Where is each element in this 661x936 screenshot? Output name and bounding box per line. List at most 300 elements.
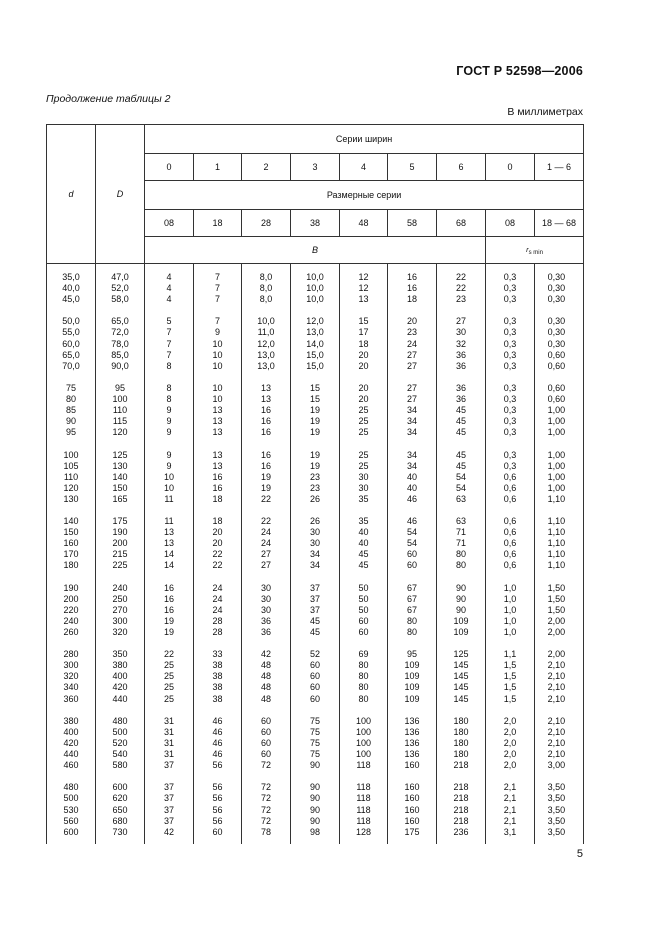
table-cell: 100 bbox=[340, 749, 388, 760]
table-cell: 2,10 bbox=[535, 694, 584, 705]
spacer-cell bbox=[291, 305, 340, 316]
spacer-cell bbox=[96, 638, 145, 649]
table-cell: 420 bbox=[47, 738, 96, 749]
table-cell: 15 bbox=[291, 383, 340, 394]
spacer-cell bbox=[388, 372, 437, 383]
table-row bbox=[47, 472, 584, 483]
table-cell: 16 bbox=[242, 427, 291, 438]
table-cell: 45,0 bbox=[47, 294, 96, 305]
spacer-cell bbox=[242, 305, 291, 316]
table-cell: 530 bbox=[47, 805, 96, 816]
table-cell: 52,0 bbox=[96, 283, 145, 294]
table-cell: 25 bbox=[340, 427, 388, 438]
table-cell: 0,3 bbox=[486, 272, 535, 283]
table-cell: 0,6 bbox=[486, 538, 535, 549]
table-row bbox=[47, 283, 584, 294]
table-cell: 1,50 bbox=[535, 605, 584, 616]
spacer-cell bbox=[486, 372, 535, 383]
table-cell: 75 bbox=[291, 749, 340, 760]
table-row bbox=[47, 605, 584, 616]
table-cell: 8 bbox=[145, 394, 194, 405]
table-cell: 10 bbox=[145, 472, 194, 483]
table-cell: 1,0 bbox=[486, 594, 535, 605]
table-cell: 56 bbox=[194, 805, 242, 816]
table-cell: 36 bbox=[242, 616, 291, 627]
spacer-cell bbox=[96, 438, 145, 449]
r-subscript: s min bbox=[528, 250, 543, 256]
table-cell: 69 bbox=[340, 649, 388, 660]
table-cell: 30 bbox=[437, 327, 486, 338]
table-cell: 90 bbox=[291, 816, 340, 827]
table-cell: 63 bbox=[437, 516, 486, 527]
table-cell: 45 bbox=[340, 560, 388, 571]
table-cell: 16 bbox=[145, 605, 194, 616]
table-cell: 1,0 bbox=[486, 605, 535, 616]
table-cell: 680 bbox=[96, 816, 145, 827]
table-cell: 730 bbox=[96, 827, 145, 838]
table-cell: 165 bbox=[96, 494, 145, 505]
table-row bbox=[47, 527, 584, 538]
table-cell: 1,00 bbox=[535, 461, 584, 472]
table-cell: 40 bbox=[340, 527, 388, 538]
table-cell: 24 bbox=[388, 339, 437, 350]
spacer-cell bbox=[291, 264, 340, 273]
table-cell: 37 bbox=[145, 760, 194, 771]
table-cell: 0,60 bbox=[535, 383, 584, 394]
table-cell: 35,0 bbox=[47, 272, 96, 283]
spacer-cell bbox=[194, 505, 242, 516]
table-row bbox=[47, 316, 584, 327]
table-cell: 19 bbox=[291, 416, 340, 427]
table-cell: 30 bbox=[340, 472, 388, 483]
table-cell: 17 bbox=[340, 327, 388, 338]
table-cell: 90 bbox=[47, 416, 96, 427]
spacer-cell bbox=[145, 505, 194, 516]
table-cell: 145 bbox=[437, 671, 486, 682]
spacer-cell bbox=[242, 638, 291, 649]
table-row bbox=[47, 416, 584, 427]
table-cell: 18 bbox=[340, 339, 388, 350]
table-cell: 37 bbox=[291, 594, 340, 605]
spacer-cell bbox=[340, 838, 388, 844]
spacer-cell bbox=[47, 572, 96, 583]
table-cell: 90 bbox=[291, 782, 340, 793]
table-cell: 0,6 bbox=[486, 560, 535, 571]
header-size-series: Размерные серии bbox=[145, 181, 584, 210]
width-series-cell-2: 2 bbox=[242, 154, 291, 181]
table-cell: 125 bbox=[96, 450, 145, 461]
table-cell: 80 bbox=[340, 671, 388, 682]
table-cell: 90 bbox=[291, 760, 340, 771]
table-cell: 100 bbox=[340, 738, 388, 749]
table-cell: 13,0 bbox=[242, 350, 291, 361]
table-cell: 19 bbox=[242, 472, 291, 483]
table-cell: 109 bbox=[388, 694, 437, 705]
table-cell: 13 bbox=[194, 416, 242, 427]
table-cell: 23 bbox=[437, 294, 486, 305]
table-cell: 3,50 bbox=[535, 816, 584, 827]
table-cell: 52 bbox=[291, 649, 340, 660]
table-cell: 12,0 bbox=[291, 316, 340, 327]
table-cell: 14,0 bbox=[291, 339, 340, 350]
table-cell: 8 bbox=[145, 383, 194, 394]
table-cell: 15,0 bbox=[291, 350, 340, 361]
table-cell: 56 bbox=[194, 760, 242, 771]
table-cell: 16 bbox=[242, 450, 291, 461]
table-cell: 85 bbox=[47, 405, 96, 416]
table-cell: 9 bbox=[145, 405, 194, 416]
table-row bbox=[47, 383, 584, 394]
spacer-cell bbox=[340, 572, 388, 583]
table-cell: 0,3 bbox=[486, 416, 535, 427]
header-d: d bbox=[47, 125, 96, 264]
table-cell: 9 bbox=[145, 416, 194, 427]
table-cell: 34 bbox=[291, 549, 340, 560]
spacer-cell bbox=[535, 305, 584, 316]
table-cell: 60 bbox=[242, 727, 291, 738]
table-cell: 2,1 bbox=[486, 782, 535, 793]
table-cell: 40 bbox=[340, 538, 388, 549]
table-cell: 63 bbox=[437, 494, 486, 505]
spacer-cell bbox=[437, 771, 486, 782]
table-cell: 75 bbox=[291, 727, 340, 738]
table-cell: 105 bbox=[47, 461, 96, 472]
table-cell: 58,0 bbox=[96, 294, 145, 305]
table-cell: 1,10 bbox=[535, 538, 584, 549]
table-cell: 19 bbox=[291, 405, 340, 416]
table-cell: 36 bbox=[242, 627, 291, 638]
spacer-cell bbox=[145, 638, 194, 649]
spacer-cell bbox=[388, 305, 437, 316]
table-cell: 37 bbox=[291, 605, 340, 616]
table-cell: 170 bbox=[47, 549, 96, 560]
spacer-cell bbox=[291, 438, 340, 449]
table-cell: 13,0 bbox=[291, 327, 340, 338]
table-cell: 90 bbox=[437, 594, 486, 605]
table-cell: 60 bbox=[388, 549, 437, 560]
table-cell: 4 bbox=[145, 294, 194, 305]
spacer-cell bbox=[388, 264, 437, 273]
table-cell: 0,3 bbox=[486, 405, 535, 416]
table-cell: 22 bbox=[437, 283, 486, 294]
table-cell: 60 bbox=[194, 827, 242, 838]
table-cell: 0,3 bbox=[486, 294, 535, 305]
spacer-cell bbox=[535, 264, 584, 273]
spacer-cell bbox=[47, 638, 96, 649]
table-cell: 1,0 bbox=[486, 627, 535, 638]
table-cell: 10,0 bbox=[242, 316, 291, 327]
table-cell: 280 bbox=[47, 649, 96, 660]
table-cell: 200 bbox=[47, 594, 96, 605]
table-cell: 45 bbox=[291, 616, 340, 627]
spacer-cell bbox=[388, 505, 437, 516]
spacer-cell bbox=[47, 438, 96, 449]
table-cell: 500 bbox=[96, 727, 145, 738]
table-cell: 19 bbox=[291, 450, 340, 461]
spacer-cell bbox=[242, 838, 291, 844]
spacer-cell bbox=[437, 705, 486, 716]
table-cell: 160 bbox=[388, 760, 437, 771]
table-cell: 46 bbox=[388, 494, 437, 505]
table-cell: 260 bbox=[47, 627, 96, 638]
table-cell: 9 bbox=[194, 327, 242, 338]
table-row bbox=[47, 594, 584, 605]
table-cell: 31 bbox=[145, 716, 194, 727]
table-cell: 350 bbox=[96, 649, 145, 660]
table-cell: 136 bbox=[388, 738, 437, 749]
table-row bbox=[47, 350, 584, 361]
spacer-cell bbox=[535, 505, 584, 516]
table-cell: 67 bbox=[388, 583, 437, 594]
table-cell: 1,0 bbox=[486, 583, 535, 594]
spacer-cell bbox=[194, 438, 242, 449]
table-cell: 300 bbox=[47, 660, 96, 671]
table-cell: 9 bbox=[145, 461, 194, 472]
table-cell: 90 bbox=[437, 583, 486, 594]
table-cell: 20 bbox=[194, 527, 242, 538]
table-cell: 34 bbox=[388, 450, 437, 461]
table-cell: 25 bbox=[340, 461, 388, 472]
table-cell: 98 bbox=[291, 827, 340, 838]
size-series-cell-3: 38 bbox=[291, 210, 340, 237]
table-cell: 46 bbox=[194, 749, 242, 760]
width-series-cell-0: 0 bbox=[145, 154, 194, 181]
table-cell: 20 bbox=[340, 394, 388, 405]
table-cell: 14 bbox=[145, 560, 194, 571]
table-cell: 22 bbox=[437, 272, 486, 283]
table-cell: 95 bbox=[47, 427, 96, 438]
table-row bbox=[47, 782, 584, 793]
table-row bbox=[47, 560, 584, 571]
table-cell: 400 bbox=[96, 671, 145, 682]
table-row bbox=[47, 660, 584, 671]
size-series-cell-1: 18 bbox=[194, 210, 242, 237]
table-cell: 0,3 bbox=[486, 461, 535, 472]
table-cell: 560 bbox=[47, 816, 96, 827]
table-cell: 70,0 bbox=[47, 361, 96, 372]
table-cell: 24 bbox=[194, 605, 242, 616]
table-cell: 40 bbox=[388, 472, 437, 483]
table-cell: 47,0 bbox=[96, 272, 145, 283]
spacer-cell bbox=[145, 838, 194, 844]
table-cell: 160 bbox=[388, 793, 437, 804]
table-cell: 175 bbox=[388, 827, 437, 838]
r-symbol: r bbox=[526, 245, 529, 254]
table-cell: 34 bbox=[388, 461, 437, 472]
table-cell: 150 bbox=[47, 527, 96, 538]
spacer-cell bbox=[535, 572, 584, 583]
table-row bbox=[47, 749, 584, 760]
table-cell: 22 bbox=[242, 516, 291, 527]
table-cell: 0,30 bbox=[535, 294, 584, 305]
spacer-cell bbox=[96, 372, 145, 383]
table-cell: 23 bbox=[291, 483, 340, 494]
table-cell: 13 bbox=[145, 538, 194, 549]
table-cell: 2,10 bbox=[535, 716, 584, 727]
spacer-cell bbox=[96, 264, 145, 273]
table-cell: 42 bbox=[242, 649, 291, 660]
table-cell: 118 bbox=[340, 805, 388, 816]
spacer-cell bbox=[535, 638, 584, 649]
table-cell: 13 bbox=[194, 405, 242, 416]
table-cell: 136 bbox=[388, 749, 437, 760]
table-cell: 1,50 bbox=[535, 583, 584, 594]
spacer-cell bbox=[486, 505, 535, 516]
table-cell: 90 bbox=[291, 805, 340, 816]
table-cell: 27 bbox=[242, 549, 291, 560]
table-cell: 46 bbox=[388, 516, 437, 527]
spacer-cell bbox=[437, 838, 486, 844]
table-cell: 72 bbox=[242, 816, 291, 827]
table-cell: 24 bbox=[194, 594, 242, 605]
table-cell: 56 bbox=[194, 793, 242, 804]
table-cell: 0,3 bbox=[486, 316, 535, 327]
table-cell: 600 bbox=[47, 827, 96, 838]
table-cell: 45 bbox=[437, 461, 486, 472]
table-cell: 23 bbox=[388, 327, 437, 338]
spacer-cell bbox=[194, 638, 242, 649]
spacer-cell bbox=[535, 705, 584, 716]
table-cell: 30 bbox=[291, 538, 340, 549]
table-cell: 130 bbox=[47, 494, 96, 505]
table-cell: 72 bbox=[242, 782, 291, 793]
spacer-cell bbox=[340, 264, 388, 273]
table-cell: 0,3 bbox=[486, 283, 535, 294]
table-cell: 35 bbox=[340, 516, 388, 527]
table-cell: 118 bbox=[340, 816, 388, 827]
header-D: D bbox=[96, 125, 145, 264]
table-cell: 67 bbox=[388, 594, 437, 605]
table-cell: 110 bbox=[96, 405, 145, 416]
spacer-cell bbox=[194, 372, 242, 383]
table-cell: 60 bbox=[291, 694, 340, 705]
table-cell: 16 bbox=[242, 416, 291, 427]
spacer-cell bbox=[242, 771, 291, 782]
table-cell: 25 bbox=[145, 671, 194, 682]
table-cell: 34 bbox=[388, 405, 437, 416]
table-cell: 380 bbox=[96, 660, 145, 671]
table-cell: 250 bbox=[96, 594, 145, 605]
table-cell: 37 bbox=[145, 782, 194, 793]
table-row bbox=[47, 738, 584, 749]
spacer-cell bbox=[388, 638, 437, 649]
table-cell: 72 bbox=[242, 793, 291, 804]
table-cell: 240 bbox=[47, 616, 96, 627]
spacer-cell bbox=[340, 438, 388, 449]
table-cell: 1,00 bbox=[535, 416, 584, 427]
table-cell: 45 bbox=[437, 427, 486, 438]
size-series-cell-8: 18 — 68 bbox=[535, 210, 584, 237]
spacer-cell bbox=[340, 638, 388, 649]
table-cell: 37 bbox=[291, 583, 340, 594]
table-cell: 2,1 bbox=[486, 816, 535, 827]
table-cell: 71 bbox=[437, 527, 486, 538]
table-row bbox=[47, 450, 584, 461]
spacer-cell bbox=[194, 305, 242, 316]
table-cell: 54 bbox=[388, 527, 437, 538]
spacer-cell bbox=[486, 305, 535, 316]
table-cell: 31 bbox=[145, 749, 194, 760]
table-cell: 175 bbox=[96, 516, 145, 527]
table-cell: 32 bbox=[437, 339, 486, 350]
spacer-cell bbox=[145, 372, 194, 383]
table-cell: 7 bbox=[145, 327, 194, 338]
table-row bbox=[47, 272, 584, 283]
document-code: ГОСТ Р 52598—2006 bbox=[456, 64, 583, 78]
table-cell: 218 bbox=[437, 805, 486, 816]
spacer-cell bbox=[194, 705, 242, 716]
table-cell: 10,0 bbox=[291, 294, 340, 305]
spacer-cell bbox=[47, 372, 96, 383]
table-cell: 0,6 bbox=[486, 494, 535, 505]
table-cell: 2,10 bbox=[535, 682, 584, 693]
page-number: 5 bbox=[576, 848, 583, 860]
table-cell: 80 bbox=[340, 660, 388, 671]
spacer-cell bbox=[145, 771, 194, 782]
table-cell: 36 bbox=[437, 350, 486, 361]
table-cell: 270 bbox=[96, 605, 145, 616]
table-cell: 13,0 bbox=[242, 361, 291, 372]
spacer-cell bbox=[291, 638, 340, 649]
table-cell: 23 bbox=[291, 472, 340, 483]
table-cell: 150 bbox=[96, 483, 145, 494]
table-cell: 9 bbox=[145, 450, 194, 461]
spacer-cell bbox=[486, 572, 535, 583]
table-cell: 160 bbox=[47, 538, 96, 549]
table-cell: 46 bbox=[194, 727, 242, 738]
table-cell: 160 bbox=[388, 782, 437, 793]
spacer-cell bbox=[47, 264, 96, 273]
table-cell: 420 bbox=[96, 682, 145, 693]
table-cell: 0,3 bbox=[486, 327, 535, 338]
table-cell: 38 bbox=[194, 671, 242, 682]
spacer-cell bbox=[291, 372, 340, 383]
table-cell: 20 bbox=[340, 350, 388, 361]
table-cell: 54 bbox=[388, 538, 437, 549]
table-cell: 1,00 bbox=[535, 450, 584, 461]
table-cell: 180 bbox=[437, 716, 486, 727]
table-cell: 460 bbox=[47, 760, 96, 771]
spacer-cell bbox=[535, 438, 584, 449]
table-cell: 10 bbox=[194, 339, 242, 350]
table-cell: 13 bbox=[340, 294, 388, 305]
spacer-cell bbox=[242, 438, 291, 449]
table-caption: Продолжение таблицы 2 bbox=[46, 93, 171, 105]
table-cell: 650 bbox=[96, 805, 145, 816]
table-cell: 71 bbox=[437, 538, 486, 549]
table-cell: 31 bbox=[145, 738, 194, 749]
table-cell: 10 bbox=[194, 361, 242, 372]
spacer-cell bbox=[194, 264, 242, 273]
table-cell: 130 bbox=[96, 461, 145, 472]
table-cell: 15,0 bbox=[291, 361, 340, 372]
table-cell: 27 bbox=[388, 394, 437, 405]
table-cell: 19 bbox=[242, 483, 291, 494]
table-cell: 80 bbox=[437, 560, 486, 571]
spacer-cell bbox=[96, 305, 145, 316]
table-cell: 25 bbox=[340, 416, 388, 427]
table-cell: 19 bbox=[291, 461, 340, 472]
table-cell: 25 bbox=[145, 660, 194, 671]
table-cell: 16 bbox=[145, 583, 194, 594]
table-row bbox=[47, 805, 584, 816]
table-cell: 40,0 bbox=[47, 283, 96, 294]
spacer-cell bbox=[291, 572, 340, 583]
table-cell: 16 bbox=[388, 283, 437, 294]
table-cell: 50 bbox=[340, 583, 388, 594]
table-cell: 56 bbox=[194, 816, 242, 827]
table-cell: 2,0 bbox=[486, 760, 535, 771]
